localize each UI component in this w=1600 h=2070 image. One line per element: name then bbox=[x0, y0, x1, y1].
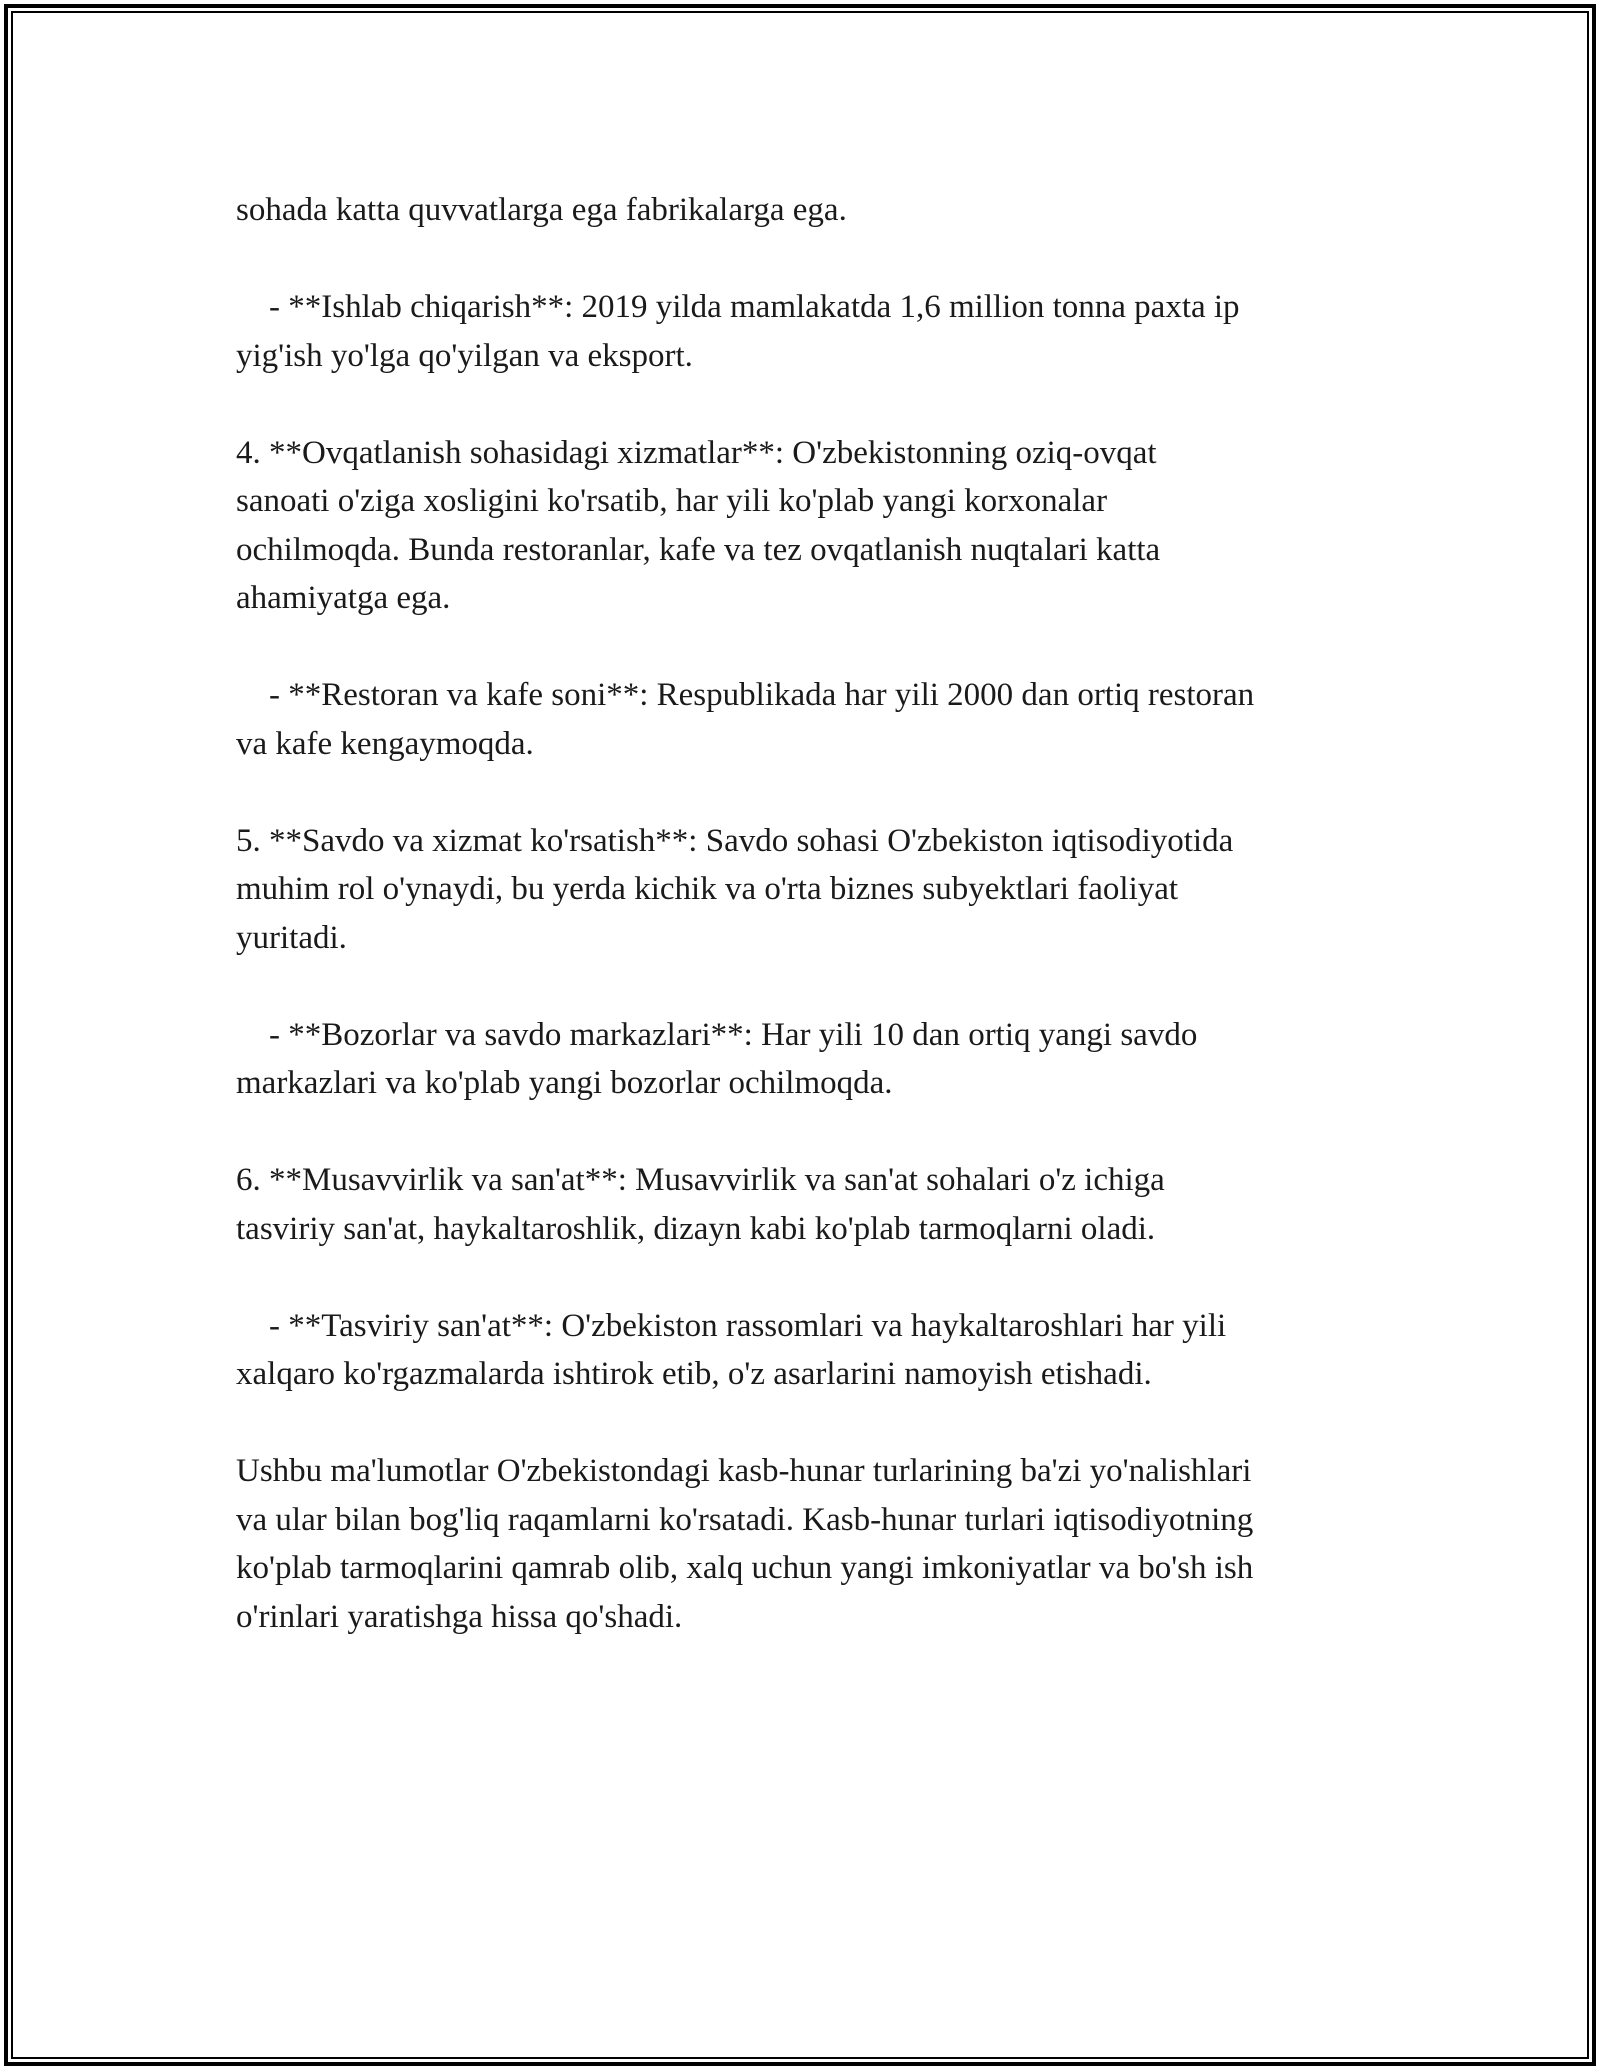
paragraph-ovqatlanish: 4. **Ovqatlanish sohasidagi xizmatlar**: O'zbekistonning oziq-ovqat sanoati o'ziga xosligini ko'rsatib, har yili ko'plab yangi korxonalar ochilmoqda. Bunda restoranlar, kafe va tez ovqatlanish nuqtalari katta ahamiyatga ega. bbox=[236, 434, 1161, 616]
paragraph-tasviriy-sanat: - **Tasviriy san'at**: O'zbekiston rassomlari va haykaltaroshlari har yili xalqaro ko'rgazmalarda ishtirok etib, o'z asarlarini namoyish etishadi. bbox=[236, 1307, 1227, 1392]
document-body bbox=[236, 186, 1376, 1641]
paragraph-bozorlar: - **Bozorlar va savdo markazlari**: Har yili 10 dan ortiq yangi savdo markazlari va ko'plab yangi bozorlar ochilmoqda. bbox=[236, 1016, 1198, 1101]
paragraph-conclusion: Ushbu ma'lumotlar O'zbekistondagi kasb-hunar turlarining ba'zi yo'nalishlari va ular bilan bog'liq raqamlarni ko'rsatadi. Kasb-hunar turlari iqtisodiyotning ko'plab tarmoqlarini qamrab olib, xalq uchun yangi imkoniyatlar va bo'sh ish o'rinlari yaratishga hissa qo'shadi. bbox=[236, 1453, 1254, 1635]
paragraph-sohada-continuation: sohada katta quvvatlarga ega fabrikalarga ega. bbox=[236, 192, 847, 228]
paragraph-savdo-xizmat: 5. **Savdo va xizmat ko'rsatish**: Savdo sohasi O'zbekiston iqtisodiyotida muhim rol o'ynaydi, bu yerda kichik va o'rta biznes subyektlari faoliyat yuritadi. bbox=[236, 822, 1234, 956]
paragraph-ishlab-chiqarish: - **Ishlab chiqarish**: 2019 yilda mamlakatda 1,6 million tonna paxta ip yig'ish yo'lga qo'yilgan va eksport. bbox=[236, 289, 1240, 374]
paragraph-musavvirlik: 6. **Musavvirlik va san'at**: Musavvirlik va san'at sohalari o'z ichiga tasviriy san'at, haykaltaroshlik, dizayn kabi ko'plab tarmoqlarni oladi. bbox=[236, 1162, 1165, 1247]
paragraph-restoran-kafe: - **Restoran va kafe soni**: Respublikada har yili 2000 dan ortiq restoran va kafe kengaymoqda. bbox=[236, 677, 1255, 762]
